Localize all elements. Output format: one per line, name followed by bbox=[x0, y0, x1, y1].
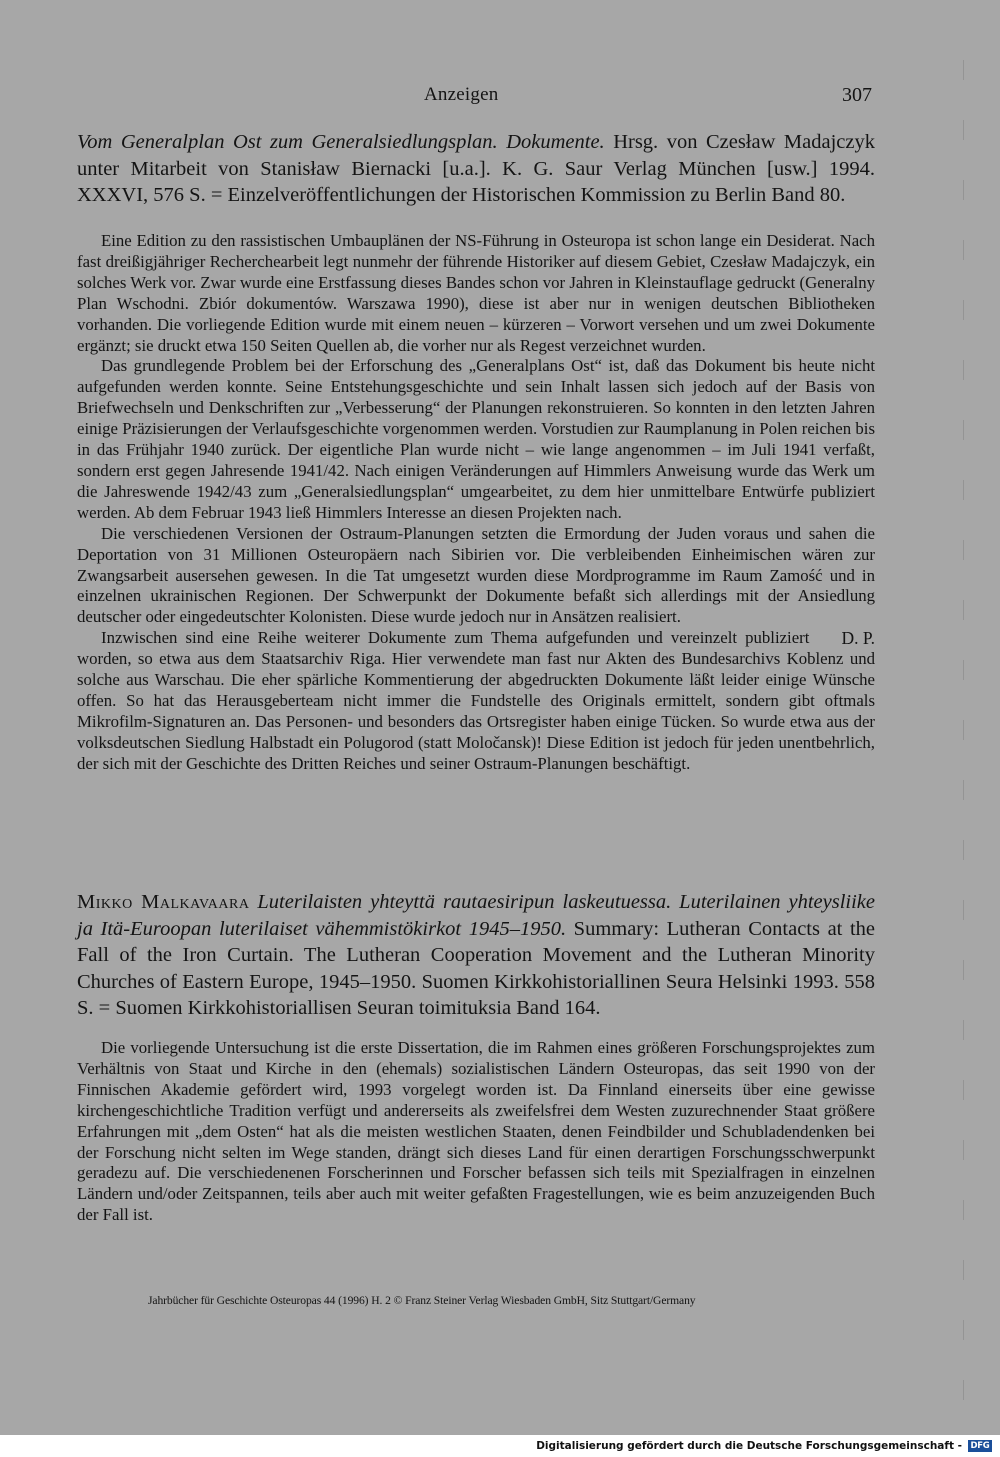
page-number: 307 bbox=[842, 84, 872, 106]
review2-author: Mikko Malkavaara bbox=[77, 891, 250, 913]
journal-footer: Jahrbücher für Geschichte Osteuropas 44 (1996) H. 2 © Franz Steiner Verlag Wiesbaden GmbH, Sitz Stuttgart/Germany bbox=[148, 1294, 696, 1307]
review1-title: Vom Generalplan Ost zum Generalsiedlungsplan. Dokumente. bbox=[77, 131, 605, 153]
review2-body bbox=[77, 1038, 875, 1226]
review2-title: Luterilaisten yhteyttä rautaesiripun laskeutuessa. Luterilainen yhteysliike ja Itä-Euroopan luterilaiset vähemmistökirkot 1945–1950. bbox=[77, 891, 875, 940]
review1-body bbox=[77, 231, 875, 775]
review1-paragraph: Eine Edition zu den rassistischen Umbauplänen der NS-Führung in Osteuropa ist schon lange ein Desiderat. Nach fast dreißigjähriger Recherchearbeit legt nunmehr der führende Historiker auf diesem Gebiet, Czesław Madajczyk, ein solches Werk vor. Zwar wurde eine Erstfassung dieses Bandes schon vor Jahren in Kleinstauflage gedruckt (Generalny Plan Wschodni. Zbiór dokumentów. Warszawa 1990), diese ist aber nur in wenigen deutschen Bibliotheken vorhanden. Die vorliegende Edition wurde mit einem neuen – kürzeren – Vorwort versehen und um zwei Dokumente ergänzt; sie druckt etwa 150 Seiten Quellen ab, die vorher nur als Regest verzeichnet wurden. bbox=[77, 231, 876, 355]
dfg-logo-icon: DFG bbox=[968, 1440, 992, 1452]
review1-biblio-details: Hrsg. von Czesław Madajczyk unter Mitarbeit von Stanisław Biernacki [u.a.]. K. G. Saur Verlag München [usw.] 1994. XXXVI, 576 S. = Einzelveröffentlichungen der Historischen Kommission zu Berlin Band 80. bbox=[77, 131, 875, 206]
review1-paragraph: Die verschiedenen Versionen der Ostraum-Planungen setzten die Ermordung der Juden voraus und sahen die Deportation von 31 Millionen Osteuropäern nach Sibirien vor. Die verbleibenden Einheimischen wären zur Zwangsarbeit ausersehen gewesen. In die Tat umgesetzt wurden diese Mordprogramme im Raum Zamość und in einzelnen ukrainischen Regionen. Der Schwerpunkt der Dokumente befaßt sich allerdings mit der Ansiedlung deutscher oder eingedeutschter Kolonisten. Diese wurde jedoch nur in Ansätzen realisiert. bbox=[77, 523, 875, 627]
review1-bibliographic-entry bbox=[77, 129, 875, 209]
running-header-title: Anzeigen bbox=[424, 84, 499, 105]
banner-text: Digitalisierung gefördert durch die Deutsche Forschungsgemeinschaft - bbox=[536, 1440, 962, 1452]
review2-biblio-details: Summary: Lutheran Contacts at the Fall of the Iron Curtain. The Lutheran Cooperation Movement and the Lutheran Minority Churches of Eastern Europe, 1945–1950. Suomen Kirkkohistoriallinen Seura Helsinki 1993. 558 S. = Suomen Kirkkohistoriallisen Seuran toimituksia Band 164. bbox=[77, 917, 875, 1019]
digitization-banner bbox=[0, 1435, 1000, 1457]
scan-artifact-line bbox=[963, 20, 964, 1400]
review1-paragraph: Das grundlegende Problem bei der Erforschung des „Generalplans Ost“ ist, daß das Dokument bis heute nicht aufgefunden werden konnte. Seine Entstehungsgeschichte und sein Inhalt lassen sich jedoch auf der Basis von Briefwechseln und Denkschriften zur „Verbesserung“ der Planungen rekonstruieren. So konnten in den letzten Jahren einige Präzisierungen der Verlaufsgeschichte vorgenommen werden. Vorstudien zur Raumplanung in Polen reichen bis in das Frühjahr 1940 zurück. Der eigentliche Plan wurde nicht – wie lange angenommen – im Juli 1941 verfaßt, sondern erst gegen Jahresende 1941/42. Nach einigen Veränderungen auf Himmlers Anweisung wurde das Werk um die Jahreswende 1942/43 zum „Generalsiedlungsplan“ umgearbeitet, zu dem hier unmittelbare Entwürfe publiziert werden. Ab dem Februar 1943 ließ Himmlers Interesse an diesen Projekten nach. bbox=[77, 356, 875, 522]
review2-bibliographic-entry bbox=[77, 889, 875, 1022]
review2-paragraph: Die vorliegende Untersuchung ist die erste Dissertation, die im Rahmen eines größeren Forschungsprojektes zum Verhältnis von Staat und Kirche in den (ehemals) sozialistischen Ländern Osteuropas, das seit 1990 von der Finnischen Akademie gefördert wird, 1993 vorgelegt worden ist. Da Finnland einerseits über eine gewisse kirchengeschichtliche Tradition verfügt und andererseits als zweifelsfrei dem Westen zuzurechnender Staat größere Erfahrungen mit „dem Osten“ hat als die meisten westlichen Staaten, denen Feindbilder und Schubladendenken bei der Forschung nicht selten im Wege standen, drängt sich dieses Land für einen derartigen Forschungsschwerpunkt geradezu auf. Die verschiedenenen Forscherinnen und Forscher befassen sich teils mit Spezialfragen in einzelnen Ländern und/oder Zeitspannen, teils aber auch mit weiter gefaßten Fragestellungen, wie es beim anzuzeigenden Buch der Fall ist. bbox=[77, 1038, 875, 1225]
review1-paragraph bbox=[77, 628, 875, 774]
review1-paragraph-text: Inzwischen sind eine Reihe weiterer Dokumente zum Thema aufgefunden und vereinzelt publiziert worden, so etwa aus dem Staatsarchiv Riga. Hier verwendete man fast nur Akten des Bundesarchivs Koblenz und solche aus Warschau. Die eher spärliche Kommentierung der abgedruckten Dokumente läßt leider einige Wünsche offen. So hat das Herausgeberteam nicht immer die Fundstelle des Originals ermittelt, sondern gibt oftmals Mikrofilm-Signaturen an. Das Personen- und besonders das Ortsregister haben einige Tücken. So wurde etwa aus der volksdeutschen Siedlung Halbstadt ein Polugorod (statt Moločansk)! Diese Edition ist jedoch für jeden unentbehrlich, der sich mit der Geschichte des Dritten Reiches und seiner Ostraum-Planungen beschäftigt. bbox=[77, 628, 875, 773]
reviewer-signature: D. P. bbox=[841, 628, 875, 649]
